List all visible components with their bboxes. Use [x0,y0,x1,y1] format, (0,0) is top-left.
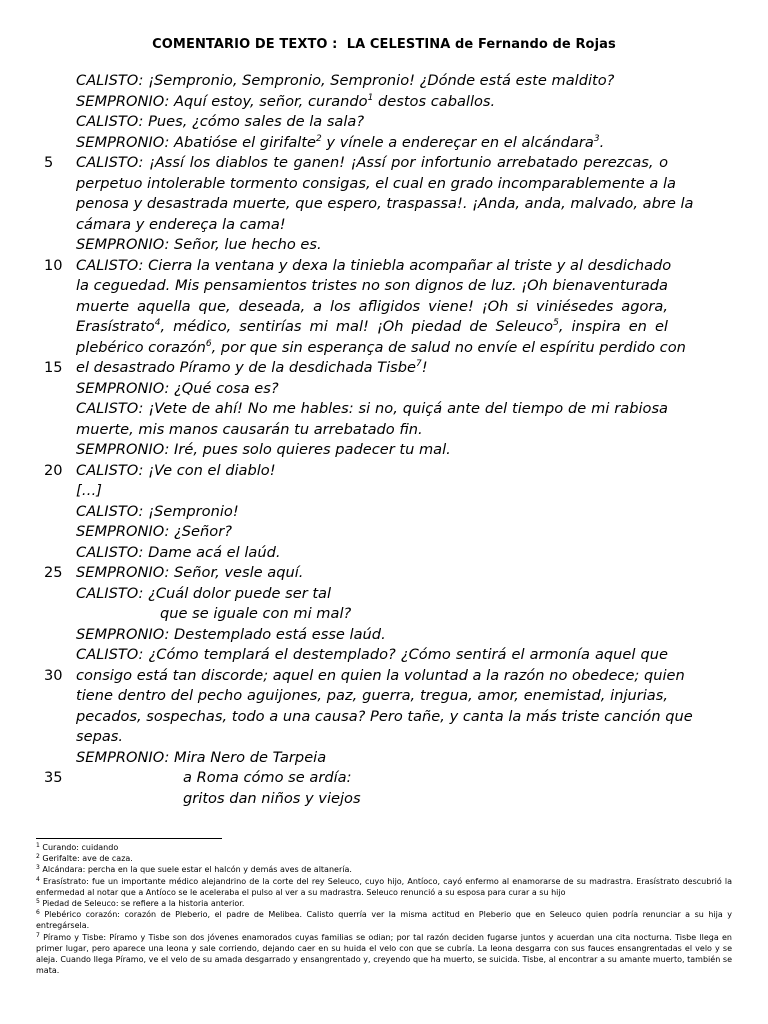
footnote-number: 4 [36,875,40,883]
footnote-text: Curando: cuidando [39,843,119,852]
footnote-separator [36,838,222,839]
text-line [76,112,668,133]
text-line [76,399,668,420]
footnote [36,909,732,931]
line-text: SEMPRONIO: Abatióse el girifalte$^2$ y vínele a endereçar en el alcándara$^3$. [76,133,605,151]
footnote-number: 5 [36,898,40,906]
text-line [76,686,668,707]
line-number: 35 [44,769,63,786]
line-text: SEMPRONIO: Destemplado está esse laúd. [76,625,386,643]
line-text: cámara y endereça la cama! [76,215,286,233]
line-text: […] [76,482,102,499]
text-line [44,666,685,687]
line-text: CALISTO: ¡Vete de ahí! No me hables: si no, quiçá ante del tiempo de mi rabiosa [76,400,668,417]
line-text: CALISTO: ¿Cuál dolor puede ser tal [76,584,332,602]
footnote [36,898,732,909]
text-line [76,215,668,236]
line-text: SEMPRONIO: Señor, vesle aquí. [76,564,304,581]
line-text: gritos dan niños y viejos [183,789,361,807]
line-number: 10 [44,256,63,274]
footnote-text: Píramo y Tisbe: Píramo y Tisbe son dos jóvenes enamorados cuyas familias se odian; por tal razón deciden fugarse juntos y acuerdan una cita nocturna. Tisbe llega en primer lugar, pero aparece una leona y sale corriendo, dejando caer en su huida el velo con que se cubría. La leona desgarra con sus fauces ensangrentadas el velo y se aleja. Cuando llega Píramo, ve el velo de su amada desgarrado y ensangrentado y, creyendo que ha muerto, se suicida. Tisbe, al encontrar a su amante muerto, también se mata. [36,932,732,976]
text-line [44,563,668,584]
line-text: consigo está tan discorde; aquel en quien la voluntad a la razón no obedece; quien [76,666,685,684]
text-line [44,358,668,379]
text-line [76,502,668,523]
footnote-text: Erasístrato: fue un importante médico alejandrino de la corte del rey Seleuco, cuyo hijo, Antíoco, cayó enfermo al enamorarse de su madrastra. Erasístrato descubrió la enfermedad al notar que a Antíoco se le aceleraba el pulso al ver a su madrastra. Seleuco renunció a su esposa para curar a su hijo [36,876,732,897]
line-text: CALISTO: ¡Sempronio! [76,502,239,520]
footnote-text: Alcándara: percha en la que suele estar el halcón y demás aves de altanería. [39,865,352,875]
text-line [76,338,686,359]
line-number: 15 [44,359,63,376]
line-text: SEMPRONIO: Iré, pues solo quieres padecer tu mal. [76,441,451,458]
footnote-text: Piedad de Seleuco: se refiere a la historia anterior. [39,899,245,909]
text-line [76,235,668,256]
line-text: perpetuo intolerable tormento consigas, el cual en grado incomparablemente a la [76,174,676,192]
footnote [36,876,732,898]
text-line [76,625,668,646]
text-line [44,461,668,482]
line-text: SEMPRONIO: Señor, lue hecho es. [76,236,322,253]
line-text: plebérico corazón$^6$, por que sin esperança de salud no envíe el espíritu perdido con [76,338,686,356]
footnote-text: Gerifalte: ave de caza. [39,854,133,864]
line-text: Erasístrato$^4$, médico, sentirías mi mal! ¡Oh piedad de Seleuco$^5$, inspira en el [76,318,668,335]
line-number: 25 [44,564,63,581]
text-line [44,153,668,174]
line-number: 5 [44,154,54,171]
text-line [76,92,668,113]
line-text: SEMPRONIO: Mira Nero de Tarpeia [76,748,327,766]
text-line [76,727,668,748]
line-text: CALISTO: Cierra la ventana y dexa la tiniebla acompañar al triste y al desdichado [76,256,672,274]
text-line [76,543,668,564]
line-text: SEMPRONIO: ¿Qué cosa es? [76,379,279,397]
text-line [76,194,694,215]
footnote-number: 1 [36,842,40,849]
footnote [36,932,732,977]
text-line [44,256,672,277]
footnote-number: 6 [36,909,40,917]
text-line [76,440,668,461]
line-text: la ceguedad. Mis pensamientos tristes no son dignos de luz. ¡Oh bienaventurada [76,277,668,294]
footnotes [36,842,732,976]
line-text: muerte, mis manos causarán tu arrebatado fin. [76,420,423,438]
text-line [76,604,668,625]
document-title: COMENTARIO DE TEXTO : LA CELESTINA de Fernando de Rojas [152,37,616,52]
line-text: pecados, sospechas, todo a una causa? Pero tañe, y canta la más triste canción que [76,707,693,725]
footnote-text: Plebérico corazón: corazón de Pleberio, el padre de Melibea. Calisto querría ver la misma actitud en Pleberio que en Seleuco quien podría renunciar a su hija y entregársela. [36,910,732,931]
text-line [76,522,668,543]
line-text: sepas. [76,728,124,745]
footnote-number: 3 [36,864,40,872]
line-text: CALISTO: ¡Sempronio, Sempronio, Sempronio! ¿Dónde está este maldito? [76,72,615,89]
line-text: SEMPRONIO: ¿Señor? [76,523,232,540]
line-text: penosa y desastrada muerte, que espero, traspassa!. ¡Anda, anda, malvado, abre la [76,195,694,212]
text-line [76,174,676,195]
text-line [76,789,668,810]
text-line [76,71,668,92]
text-line [44,768,668,789]
line-text: CALISTO: ¡Ve con el diablo! [76,461,276,479]
footnote [36,842,732,853]
line-text: muerte aquella que, deseada, a los afligidos viene! ¡Oh si viniésedes agora, [76,297,668,315]
line-number: 20 [44,461,63,479]
text-line [76,748,668,769]
text-line [76,276,668,297]
line-text: CALISTO: Pues, ¿cómo sales de la sala? [76,113,365,130]
text-line [76,707,693,728]
line-text: que se iguale con mi mal? [160,605,352,622]
line-text: CALISTO: ¡Assí los diablos te ganen! ¡Assí por infortunio arrebatado perezcas, o [76,154,668,171]
line-text: SEMPRONIO: Aquí estoy, señor, curando$^1$ destos caballos. [76,92,496,110]
text-line [76,317,668,338]
text-line [76,481,668,502]
line-text: a Roma cómo se ardía: [183,769,352,786]
text-line [76,297,668,318]
line-number: 30 [44,666,63,684]
footnote-number: 2 [36,853,40,861]
footnote [36,864,732,875]
text-line [76,420,668,441]
line-text: tiene dentro del pecho aguijones, paz, guerra, tregua, amor, enemistad, injurias, [76,687,668,704]
text-line [76,133,668,154]
dialogue-text [44,71,694,809]
line-text: CALISTO: ¿Cómo templará el destemplado? ¿Cómo sentirá el armonía aquel que [76,646,668,663]
line-text: CALISTO: Dame acá el laúd. [76,543,281,561]
text-line [76,584,668,605]
line-text: el desastrado Píramo y de la desdichada Tisbe$^7$! [76,359,428,376]
text-line [76,645,668,666]
text-line [76,379,668,400]
footnote [36,853,732,864]
footnote-number: 7 [36,931,40,939]
